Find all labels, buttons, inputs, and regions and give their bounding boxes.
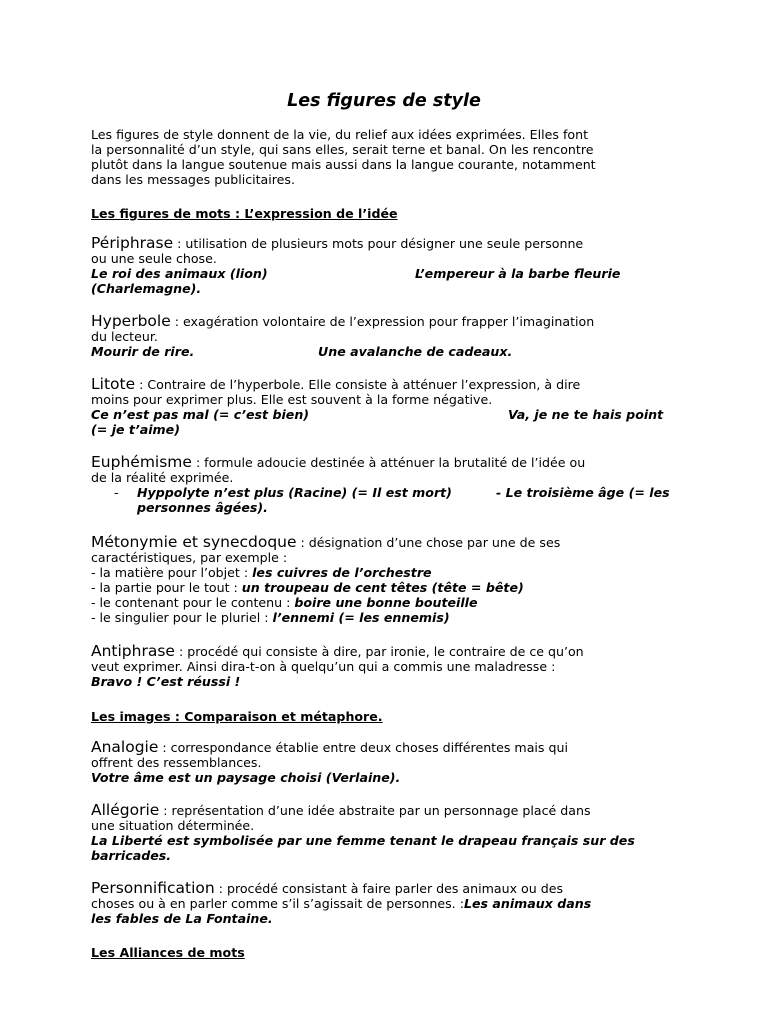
entry-litote — [91, 377, 687, 437]
example-text: Hyppolyte n’est plus (Racine) (= Il est mort) — [137, 485, 452, 500]
list-item: - la matière pour l’objet : les cuivres de l’orchestre — [91, 565, 432, 580]
definition-text: ou une seule chose. — [91, 251, 217, 266]
entry-analogie — [91, 740, 687, 785]
term-euphemisme: Euphémisme — [91, 453, 192, 471]
entry-antiphrase — [91, 644, 687, 689]
example-text: Votre âme est un paysage choisi (Verlaine). — [91, 770, 401, 785]
example-text: les fables de La Fontaine. — [91, 911, 273, 926]
definition-text: : utilisation de plusieurs mots pour désigner une seule personne — [173, 236, 584, 251]
intro-line: la personnalité d’un style, qui sans elles, serait terne et banal. On les rencontre — [91, 142, 594, 157]
example-text: Les animaux dans — [463, 896, 592, 911]
term-metonymie: Métonymie et synecdoque — [91, 533, 297, 551]
term-hyperbole: Hyperbole — [91, 312, 171, 330]
term-allegorie: Allégorie — [91, 801, 160, 819]
entry-euphemisme — [91, 455, 687, 515]
definition-text: veut exprimer. Ainsi dira-t-on à quelqu’un qui a commis une maladresse : — [91, 659, 556, 674]
list-item: - le contenant pour le contenu : boire une bonne bouteille — [91, 595, 478, 610]
definition-text: une situation déterminée. — [91, 818, 255, 833]
section-heading-figures-de-mots: Les figures de mots : L’expression de l’idée — [91, 206, 398, 221]
entry-periphrase — [91, 236, 687, 296]
term-litote: Litote — [91, 375, 136, 393]
example-text: La Liberté est symbolisée par une femme tenant le drapeau français sur des — [91, 833, 635, 848]
definition-text: du lecteur. — [91, 329, 158, 344]
definition-text: : exagération volontaire de l’expression pour frapper l’imagination — [170, 314, 595, 329]
page-title: Les figures de style — [287, 91, 481, 111]
entry-personnification — [91, 881, 687, 926]
term-periphrase: Périphrase — [91, 234, 174, 252]
term-antiphrase: Antiphrase — [91, 642, 175, 660]
example-text: personnes âgées). — [137, 500, 268, 515]
intro-line: plutôt dans la langue soutenue mais aussi dans la langue courante, notamment — [91, 157, 596, 172]
definition-text: : procédé consistant à faire parler des animaux ou des — [214, 881, 564, 896]
entry-hyperbole — [91, 314, 687, 359]
definition-text: : Contraire de l’hyperbole. Elle consiste à atténuer l’expression, à dire — [135, 377, 581, 392]
example-text: L’empereur à la barbe fleurie — [415, 266, 621, 281]
definition-text: caractéristiques, par exemple : — [91, 550, 288, 565]
example-text: Mourir de rire. — [91, 344, 195, 359]
definition-text: : correspondance établie entre deux choses différentes mais qui — [158, 740, 568, 755]
intro-paragraph — [91, 127, 687, 187]
intro-line: dans les messages publicitaires. — [91, 172, 295, 187]
definition-text: choses ou à en parler comme s’il s’agissait de personnes. : — [91, 896, 464, 911]
list-item: - la partie pour le tout : un troupeau de cent têtes (tête = bête) — [91, 580, 524, 595]
definition-text: : procédé qui consiste à dire, par ironie, le contraire de ce qu’on — [174, 644, 584, 659]
example-text: Va, je ne te hais point — [508, 407, 664, 422]
example-text: Le roi des animaux (lion) — [91, 266, 268, 281]
definition-text: de la réalité exprimée. — [91, 470, 234, 485]
term-analogie: Analogie — [91, 738, 159, 756]
example-text: Une avalanche de cadeaux. — [318, 344, 513, 359]
example-text: (Charlemagne). — [91, 281, 202, 296]
term-personnification: Personnification — [91, 879, 215, 897]
example-text: (= je t’aime) — [91, 422, 180, 437]
definition-text: : formule adoucie destinée à atténuer la brutalité de l’idée ou — [191, 455, 586, 470]
section-heading-images: Les images : Comparaison et métaphore. — [91, 709, 383, 724]
list-dash: - — [114, 485, 119, 500]
definition-text: offrent des ressemblances. — [91, 755, 262, 770]
example-text: Bravo ! C’est réussi ! — [91, 674, 241, 689]
definition-text: : désignation d’une chose par une de ses — [296, 535, 561, 550]
example-text: Ce n’est pas mal (= c’est bien) — [91, 407, 310, 422]
example-text: barricades. — [91, 848, 172, 863]
entry-allegorie — [91, 803, 687, 863]
intro-line: Les figures de style donnent de la vie, du relief aux idées exprimées. Elles font — [91, 127, 589, 142]
entry-metonymie — [91, 535, 687, 625]
definition-text: : représentation d’une idée abstraite par un personnage placé dans — [159, 803, 591, 818]
example-text: - Le troisième âge (= les — [496, 485, 670, 500]
definition-text: moins pour exprimer plus. Elle est souvent à la forme négative. — [91, 392, 493, 407]
section-heading-alliances: Les Alliances de mots — [91, 945, 245, 960]
list-item: - le singulier pour le pluriel : l’ennemi (= les ennemis) — [91, 610, 450, 625]
